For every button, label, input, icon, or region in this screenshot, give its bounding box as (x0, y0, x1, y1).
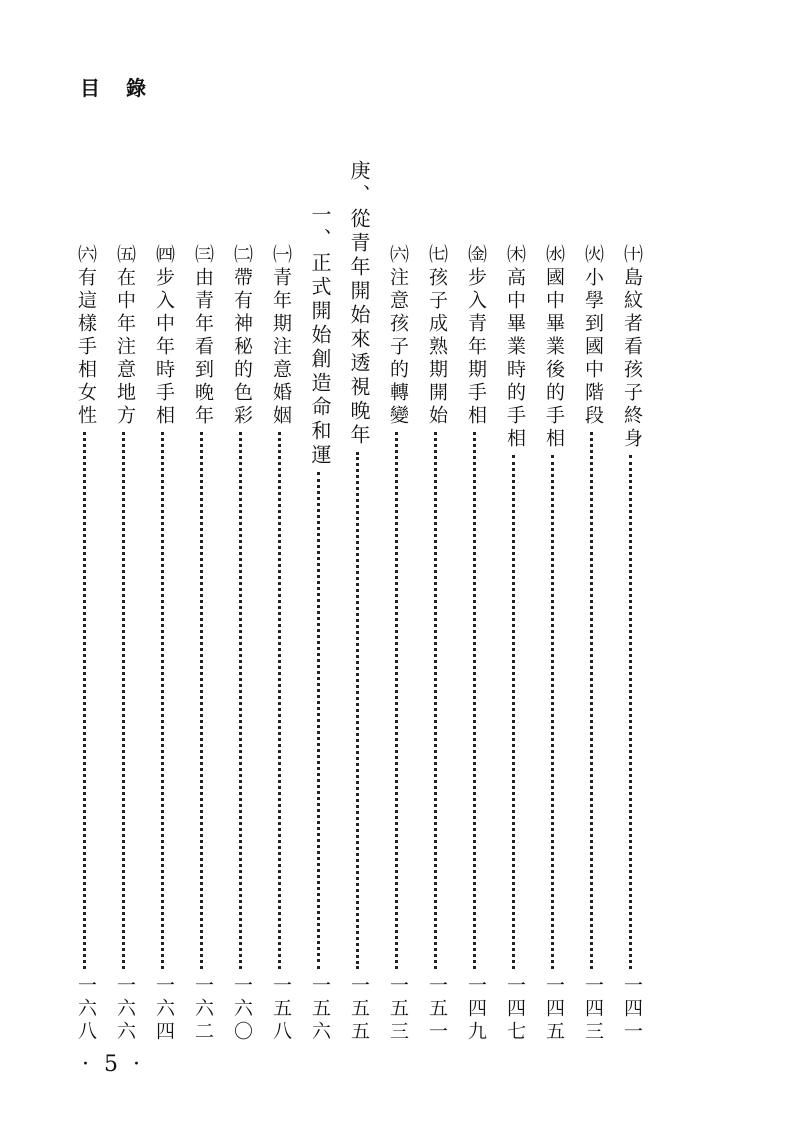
entry-page: 一四三 (582, 975, 604, 1044)
entry-page: 一五八 (270, 975, 292, 1044)
entry-page: 一五三 (387, 975, 409, 1044)
dot-leader (590, 432, 597, 969)
dot-leader (356, 452, 363, 969)
entry-page: 一四七 (504, 975, 526, 1044)
entry-page: 一六四 (153, 975, 175, 1044)
entry-page: 一六二 (192, 975, 214, 1044)
entry-page: 一六〇 (231, 975, 253, 1044)
dot-leader (200, 432, 207, 969)
toc-entry (423, 244, 451, 1044)
toc-entry (111, 244, 139, 1044)
entry-page: 一四一 (621, 975, 643, 1044)
dot-leader (122, 432, 129, 969)
toc-entry (462, 244, 490, 1044)
dot-leader (317, 472, 324, 969)
toc-entry (618, 244, 646, 1044)
dot-leader (512, 455, 519, 969)
entry-title: ㈩島紋者看孩子終身 (621, 244, 643, 451)
dot-leader (473, 432, 480, 969)
toc-entry (150, 244, 178, 1044)
entry-title: ㈮步入青年期手相 (465, 244, 487, 428)
dot-leader (161, 432, 168, 969)
dot-leader (83, 432, 90, 969)
entry-title: ㈬國中畢業後的手相 (543, 244, 565, 451)
entry-page: 一五一 (426, 975, 448, 1044)
toc-entry (540, 244, 568, 1044)
entry-title: ㈦孩子成熟期開始 (426, 244, 448, 428)
entry-page: 一六八 (75, 975, 97, 1044)
dot-leader (629, 455, 636, 969)
entry-page: 一五六 (309, 975, 331, 1044)
entry-title: ㈠青年期注意婚姻 (270, 244, 292, 428)
entry-title: ㈣步入中年時手相 (153, 244, 175, 428)
entry-title: ㈢由青年看到晚年 (192, 244, 214, 428)
entry-page: 一六六 (114, 975, 136, 1044)
entry-page: 一五五 (348, 975, 370, 1044)
dot-leader (434, 432, 441, 969)
toc-section-entry (345, 160, 373, 1044)
toc-entry (579, 244, 607, 1044)
entry-title: ㈤在中年注意地方 (114, 244, 136, 428)
toc-entry (501, 244, 529, 1044)
entry-title: ㈥有這樣手相女性 (75, 244, 97, 428)
section-title: 庚、從青年開始來透視晚年 (347, 160, 371, 448)
toc-entry (228, 244, 256, 1044)
toc-entry (267, 244, 295, 1044)
page-number: · 5 · (82, 1052, 144, 1077)
dot-leader (278, 432, 285, 969)
toc-entry (189, 244, 217, 1044)
toc-entry (72, 244, 100, 1044)
dot-leader (239, 432, 246, 969)
entry-title: ㈥注意孩子的轉變 (387, 244, 409, 428)
entry-title: ㈭高中畢業時的手相 (504, 244, 526, 451)
entry-title: ㈡帶有神秘的色彩 (231, 244, 253, 428)
heading-char-1: 目 (80, 76, 100, 100)
toc-entry (384, 244, 412, 1044)
heading-char-2: 錄 (126, 76, 146, 100)
entry-page: 一四九 (465, 975, 487, 1044)
toc-subsection-entry (306, 204, 334, 1044)
dot-leader (551, 455, 558, 969)
entry-title: ㈫小學到國中階段 (582, 244, 604, 428)
entry-page: 一四五 (543, 975, 565, 1044)
subsection-title: 一、正式開始創造命和運 (308, 204, 332, 468)
dot-leader (395, 432, 402, 969)
